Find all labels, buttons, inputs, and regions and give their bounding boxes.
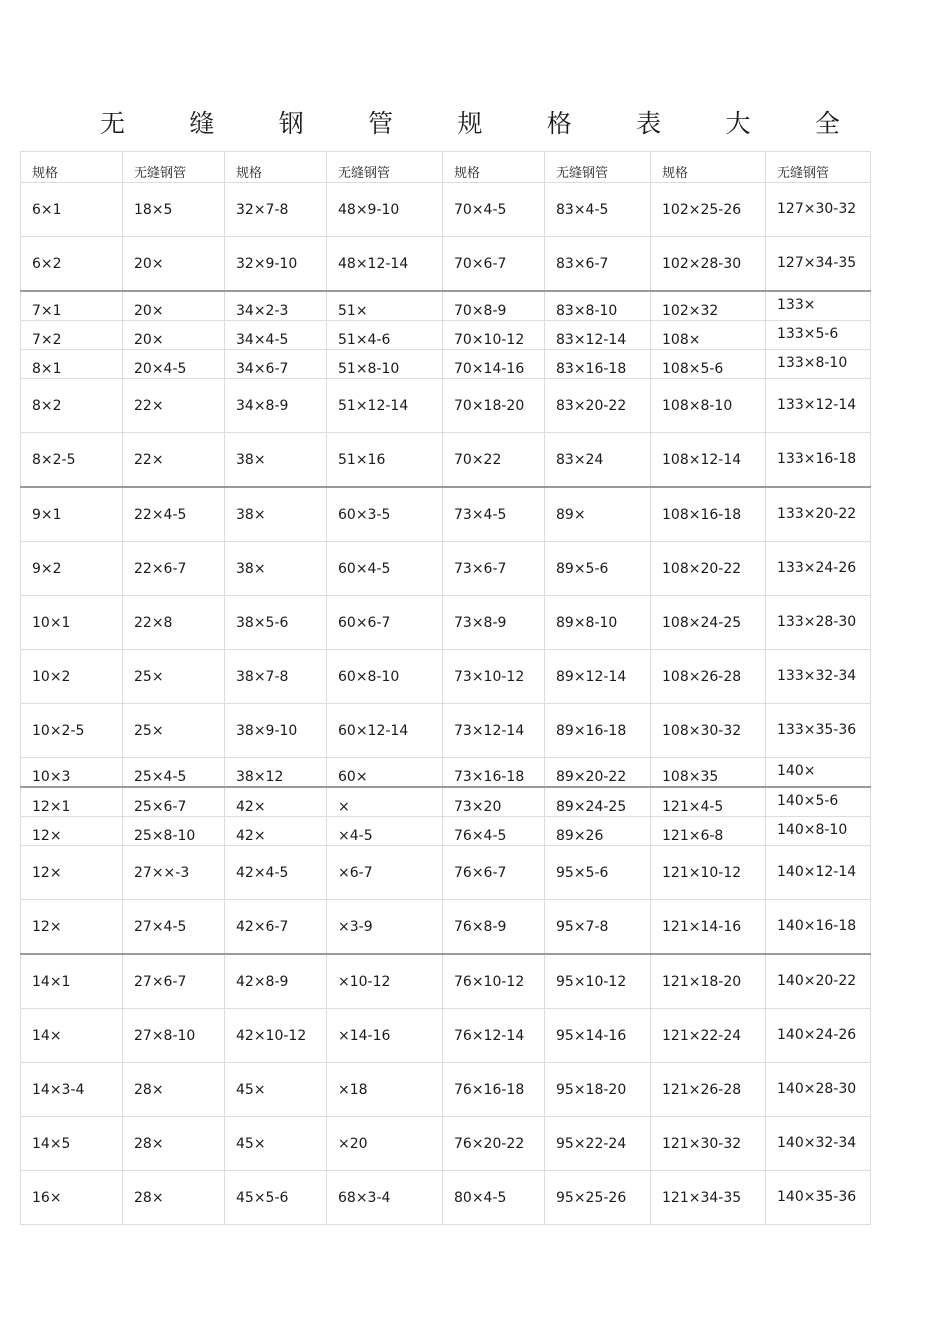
table-cell: 48×9-10 <box>327 183 443 237</box>
table-cell: 108×26-28 <box>651 650 766 704</box>
table-cell: 83×6-7 <box>545 237 651 292</box>
header-cell: 无缝钢管 <box>123 152 225 183</box>
table-cell: 108× <box>651 321 766 350</box>
header-cell: 规格 <box>443 152 545 183</box>
table-cell: 76×12-14 <box>443 1009 545 1063</box>
table-cell: 7×2 <box>21 321 123 350</box>
table-cell: 76×10-12 <box>443 954 545 1009</box>
table-cell: 38×5-6 <box>225 596 327 650</box>
table-cell: 34×6-7 <box>225 350 327 379</box>
table-cell: 95×22-24 <box>545 1117 651 1171</box>
table-cell: 8×2-5 <box>21 433 123 488</box>
table-row <box>21 787 871 817</box>
table-row <box>21 704 871 758</box>
table-cell: 121×18-20 <box>651 954 766 1009</box>
table-cell: 32×9-10 <box>225 237 327 292</box>
table-cell: 108×16-18 <box>651 487 766 542</box>
table-body <box>21 183 871 1225</box>
table-cell: 60×8-10 <box>327 650 443 704</box>
table-row <box>21 321 871 350</box>
table-cell: 25× <box>123 650 225 704</box>
table-cell: 133×35-36 <box>766 704 871 758</box>
table-cell: 108×5-6 <box>651 350 766 379</box>
table-cell: 8×2 <box>21 379 123 433</box>
table-cell: ×14-16 <box>327 1009 443 1063</box>
header-cell: 规格 <box>21 152 123 183</box>
table-cell: 20× <box>123 237 225 292</box>
table-cell: 73×10-12 <box>443 650 545 704</box>
table-cell: 95×25-26 <box>545 1171 651 1225</box>
table-cell: 68×3-4 <box>327 1171 443 1225</box>
table-cell: 140× <box>766 758 871 788</box>
table-cell: 51× <box>327 291 443 321</box>
table-cell: 60×3-5 <box>327 487 443 542</box>
table-cell: 95×14-16 <box>545 1009 651 1063</box>
table-cell: 83×4-5 <box>545 183 651 237</box>
table-cell: 108×24-25 <box>651 596 766 650</box>
table-cell: 28× <box>123 1063 225 1117</box>
table-cell: 32×7-8 <box>225 183 327 237</box>
table-row <box>21 954 871 1009</box>
table-row <box>21 350 871 379</box>
table-cell: 133×12-14 <box>766 379 871 433</box>
table-cell: 20× <box>123 291 225 321</box>
table-cell: 83×8-10 <box>545 291 651 321</box>
table-cell: 73×8-9 <box>443 596 545 650</box>
table-row <box>21 379 871 433</box>
table-cell: 38×12 <box>225 758 327 788</box>
table-cell: 95×7-8 <box>545 900 651 955</box>
table-cell: 80×4-5 <box>443 1171 545 1225</box>
table-cell: 8×1 <box>21 350 123 379</box>
title-char: 缝 <box>189 109 215 138</box>
table-cell: 45×5-6 <box>225 1171 327 1225</box>
table-cell: 89×8-10 <box>545 596 651 650</box>
table-cell: ×3-9 <box>327 900 443 955</box>
table-cell: 95×18-20 <box>545 1063 651 1117</box>
title-char: 无 <box>100 109 126 138</box>
table-cell: 27×8-10 <box>123 1009 225 1063</box>
table-cell: 22× <box>123 433 225 488</box>
table-cell: 60×6-7 <box>327 596 443 650</box>
table-cell: 89×12-14 <box>545 650 651 704</box>
table-cell: 6×1 <box>21 183 123 237</box>
table-cell: 25× <box>123 704 225 758</box>
table-cell: 12× <box>21 817 123 846</box>
title-char: 钢 <box>278 109 304 138</box>
header-cell: 规格 <box>651 152 766 183</box>
header-cell: 无缝钢管 <box>766 152 871 183</box>
table-cell: 140×32-34 <box>766 1117 871 1171</box>
table-cell: 22×6-7 <box>123 542 225 596</box>
table-cell: 42×6-7 <box>225 900 327 955</box>
title-char: 大 <box>725 109 751 138</box>
table-cell: 70×18-20 <box>443 379 545 433</box>
table-cell: ×4-5 <box>327 817 443 846</box>
table-cell: 60×4-5 <box>327 542 443 596</box>
header-cell: 规格 <box>225 152 327 183</box>
table-cell: 14×3-4 <box>21 1063 123 1117</box>
table-row <box>21 542 871 596</box>
table-cell: 89×24-25 <box>545 787 651 817</box>
table-cell: 9×1 <box>21 487 123 542</box>
table-row <box>21 1063 871 1117</box>
table-cell: 25×8-10 <box>123 817 225 846</box>
table-cell: 89×20-22 <box>545 758 651 788</box>
table-cell: 28× <box>123 1117 225 1171</box>
table-cell: 70×22 <box>443 433 545 488</box>
table-cell: 121×26-28 <box>651 1063 766 1117</box>
table-cell: 121×6-8 <box>651 817 766 846</box>
table-cell: 38× <box>225 433 327 488</box>
table-cell: ×18 <box>327 1063 443 1117</box>
table-cell: 133×8-10 <box>766 350 871 379</box>
table-cell: 45× <box>225 1063 327 1117</box>
table-cell: 73×4-5 <box>443 487 545 542</box>
table-cell: ×6-7 <box>327 846 443 900</box>
table-cell: 28× <box>123 1171 225 1225</box>
table-cell: 140×24-26 <box>766 1009 871 1063</box>
title-char: 管 <box>368 109 394 138</box>
table-cell: 60× <box>327 758 443 788</box>
table-cell: 102×25-26 <box>651 183 766 237</box>
table-cell: 83×12-14 <box>545 321 651 350</box>
table-cell: 108×12-14 <box>651 433 766 488</box>
table-cell: 121×4-5 <box>651 787 766 817</box>
table-row <box>21 758 871 788</box>
table-cell: 140×28-30 <box>766 1063 871 1117</box>
table-cell: 133×32-34 <box>766 650 871 704</box>
table-cell: 102×32 <box>651 291 766 321</box>
table-cell: 89×5-6 <box>545 542 651 596</box>
table-cell: 7×1 <box>21 291 123 321</box>
table-row <box>21 1117 871 1171</box>
table-cell: 20×4-5 <box>123 350 225 379</box>
table-cell: 102×28-30 <box>651 237 766 292</box>
table-cell: 76×6-7 <box>443 846 545 900</box>
table-cell: 51×4-6 <box>327 321 443 350</box>
table-cell: 10×2 <box>21 650 123 704</box>
table-cell: 76×20-22 <box>443 1117 545 1171</box>
table-row <box>21 1171 871 1225</box>
table-cell: 95×5-6 <box>545 846 651 900</box>
table-cell: 34×2-3 <box>225 291 327 321</box>
table-cell: 14×1 <box>21 954 123 1009</box>
table-cell: 140×16-18 <box>766 900 871 955</box>
table-cell: 42×4-5 <box>225 846 327 900</box>
table-row <box>21 487 871 542</box>
table-cell: 70×10-12 <box>443 321 545 350</box>
title-char: 规 <box>457 109 483 138</box>
table-row <box>21 183 871 237</box>
table-cell: 25×4-5 <box>123 758 225 788</box>
table-cell: 51×12-14 <box>327 379 443 433</box>
table-cell: 89×16-18 <box>545 704 651 758</box>
table-cell: 121×34-35 <box>651 1171 766 1225</box>
title-char: 格 <box>546 109 572 138</box>
table-cell: 22×8 <box>123 596 225 650</box>
table-cell: 108×20-22 <box>651 542 766 596</box>
table-cell: 76×4-5 <box>443 817 545 846</box>
table-cell: 133×5-6 <box>766 321 871 350</box>
table-cell: 10×3 <box>21 758 123 788</box>
table-cell: 42× <box>225 817 327 846</box>
table-cell: 133×24-26 <box>766 542 871 596</box>
table-cell: 12× <box>21 846 123 900</box>
table-cell: 83×16-18 <box>545 350 651 379</box>
table-cell: 108×35 <box>651 758 766 788</box>
table-row <box>21 1009 871 1063</box>
table-cell: 89× <box>545 487 651 542</box>
table-cell: 38× <box>225 542 327 596</box>
table-cell: 42× <box>225 787 327 817</box>
table-cell: 121×30-32 <box>651 1117 766 1171</box>
table-cell: 95×10-12 <box>545 954 651 1009</box>
table-cell: 108×8-10 <box>651 379 766 433</box>
table-cell: 10×2-5 <box>21 704 123 758</box>
table-cell: 27×6-7 <box>123 954 225 1009</box>
table-cell: 76×16-18 <box>443 1063 545 1117</box>
table-cell: 51×8-10 <box>327 350 443 379</box>
table-cell: 140×20-22 <box>766 954 871 1009</box>
table-cell: 127×30-32 <box>766 183 871 237</box>
table-cell: 6×2 <box>21 237 123 292</box>
table-cell: × <box>327 787 443 817</box>
table-cell: 34×4-5 <box>225 321 327 350</box>
table-row <box>21 433 871 488</box>
table-cell: 121×22-24 <box>651 1009 766 1063</box>
table-cell: 73×16-18 <box>443 758 545 788</box>
table-cell: 133×28-30 <box>766 596 871 650</box>
table-cell: 73×12-14 <box>443 704 545 758</box>
table-cell: 48×12-14 <box>327 237 443 292</box>
table-row <box>21 846 871 900</box>
table-cell: 140×12-14 <box>766 846 871 900</box>
table-cell: 38×9-10 <box>225 704 327 758</box>
table-cell: 20× <box>123 321 225 350</box>
table-cell: 25×6-7 <box>123 787 225 817</box>
table-cell: 9×2 <box>21 542 123 596</box>
table-cell: 108×30-32 <box>651 704 766 758</box>
header-cell: 无缝钢管 <box>545 152 651 183</box>
table-cell: 51×16 <box>327 433 443 488</box>
table-cell: 10×1 <box>21 596 123 650</box>
page-title <box>100 104 840 140</box>
title-char: 全 <box>814 109 840 138</box>
table-cell: 34×8-9 <box>225 379 327 433</box>
table-cell: 27×4-5 <box>123 900 225 955</box>
table-cell: 127×34-35 <box>766 237 871 292</box>
table-cell: 121×14-16 <box>651 900 766 955</box>
table-cell: 133×20-22 <box>766 487 871 542</box>
table-cell: 89×26 <box>545 817 651 846</box>
table-cell: 60×12-14 <box>327 704 443 758</box>
table-cell: 83×20-22 <box>545 379 651 433</box>
table-row <box>21 237 871 292</box>
title-char: 表 <box>636 109 662 138</box>
table-cell: 133×16-18 <box>766 433 871 488</box>
table-cell: ×10-12 <box>327 954 443 1009</box>
table-cell: 14×5 <box>21 1117 123 1171</box>
table-cell: 76×8-9 <box>443 900 545 955</box>
table-cell: 42×8-9 <box>225 954 327 1009</box>
table-cell: 70×8-9 <box>443 291 545 321</box>
table-cell: 70×6-7 <box>443 237 545 292</box>
table-cell: 22× <box>123 379 225 433</box>
header-row <box>21 152 871 183</box>
table-row <box>21 596 871 650</box>
table-cell: 38× <box>225 487 327 542</box>
spec-table <box>20 151 871 1225</box>
table-row <box>21 900 871 955</box>
table-cell: 14× <box>21 1009 123 1063</box>
table-cell: 18×5 <box>123 183 225 237</box>
table-cell: 121×10-12 <box>651 846 766 900</box>
table-cell: 140×5-6 <box>766 787 871 817</box>
header-cell: 无缝钢管 <box>327 152 443 183</box>
table-row <box>21 817 871 846</box>
table-cell: 140×8-10 <box>766 817 871 846</box>
table-cell: 45× <box>225 1117 327 1171</box>
table-cell: 12×1 <box>21 787 123 817</box>
table-cell: ×20 <box>327 1117 443 1171</box>
table-cell: 70×14-16 <box>443 350 545 379</box>
table-cell: 133× <box>766 291 871 321</box>
table-cell: 12× <box>21 900 123 955</box>
table-cell: 73×6-7 <box>443 542 545 596</box>
table-row <box>21 291 871 321</box>
table-cell: 73×20 <box>443 787 545 817</box>
table-cell: 38×7-8 <box>225 650 327 704</box>
table-cell: 27××-3 <box>123 846 225 900</box>
table-cell: 42×10-12 <box>225 1009 327 1063</box>
table-cell: 83×24 <box>545 433 651 488</box>
table-cell: 16× <box>21 1171 123 1225</box>
table-cell: 22×4-5 <box>123 487 225 542</box>
table-cell: 70×4-5 <box>443 183 545 237</box>
table-cell: 140×35-36 <box>766 1171 871 1225</box>
table-row <box>21 650 871 704</box>
